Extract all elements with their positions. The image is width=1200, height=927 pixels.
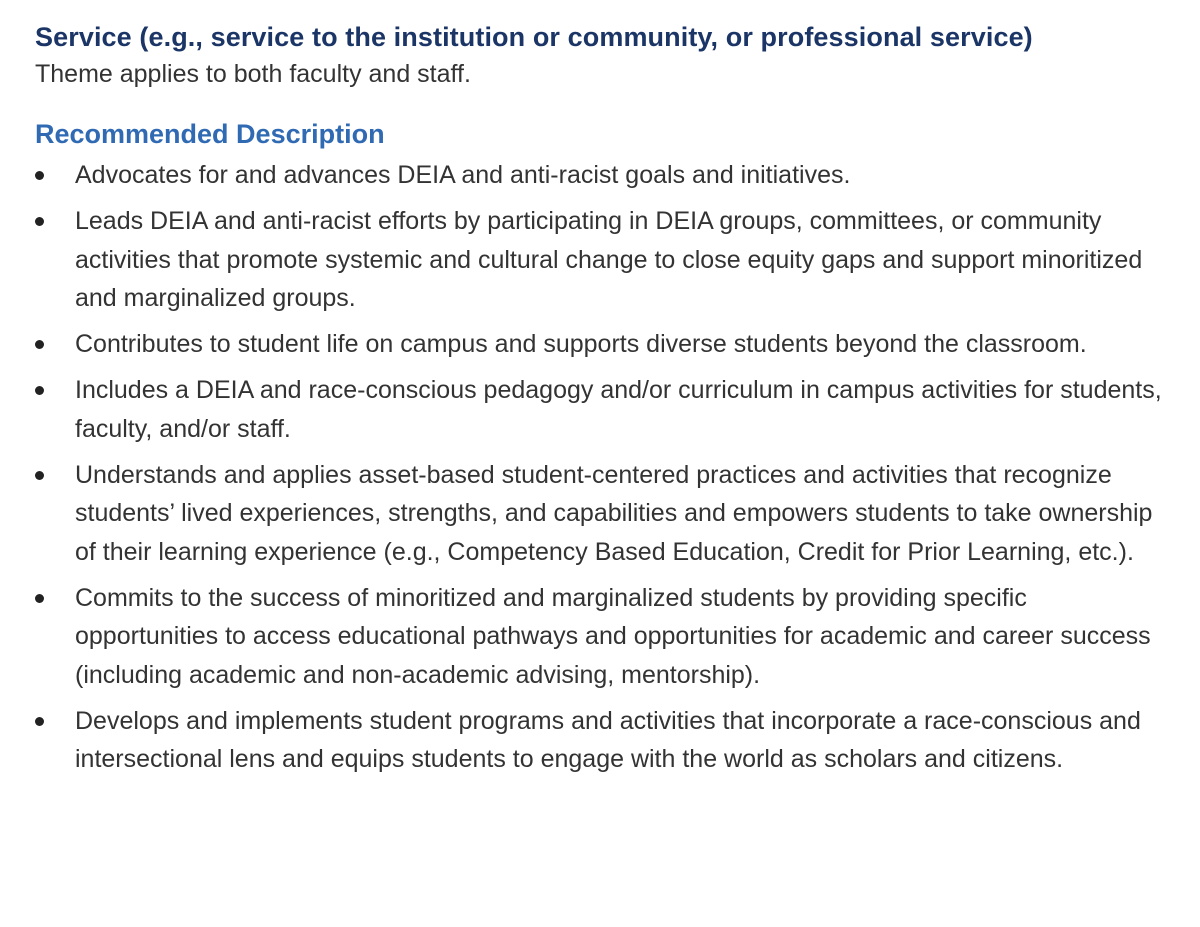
list-item bbox=[35, 702, 1165, 779]
bullet-icon bbox=[35, 386, 44, 395]
page-subtitle: Theme applies to both faculty and staff. bbox=[35, 60, 471, 88]
list-item-text: Contributes to student life on campus and supports diverse students beyond the classroom. bbox=[75, 330, 1087, 358]
list-item-text: Develops and implements student programs and activities that incorporate a race-conscious and intersectional lens and equips students to engage with the world as scholars and citizens. bbox=[75, 706, 1141, 773]
page-title: Service (e.g., service to the institution or community, or professional service) bbox=[35, 22, 1033, 52]
bullet-icon bbox=[35, 340, 44, 349]
list-item bbox=[35, 456, 1165, 572]
list-item-text: Includes a DEIA and race-conscious pedagogy and/or curriculum in campus activities for students, faculty, and/or staff. bbox=[75, 376, 1162, 443]
bullet-icon bbox=[35, 171, 44, 180]
list-item bbox=[35, 325, 1165, 364]
list-item-text: Advocates for and advances DEIA and anti-racist goals and initiatives. bbox=[75, 161, 851, 189]
list-item-text: Commits to the success of minoritized and marginalized students by providing specific opportunities to access educational pathways and opportunities for academic and career success (including academic and non-academic advising, mentorship). bbox=[75, 583, 1151, 689]
list-item bbox=[35, 202, 1165, 318]
bullet-icon bbox=[35, 594, 44, 603]
list-item-text: Understands and applies asset-based student-centered practices and activities that recognize students’ lived experiences, strengths, and capabilities and empowers students to take ownership of their learning experience (e.g., Competency Based Education, Credit for Prior Learning, etc.). bbox=[75, 460, 1153, 566]
list-item-text: Leads DEIA and anti-racist efforts by participating in DEIA groups, committees, or community activities that promote systemic and cultural change to close equity gaps and support minoritized and marginalized groups. bbox=[75, 207, 1143, 312]
list-item bbox=[35, 371, 1165, 448]
bullet-icon bbox=[35, 217, 44, 226]
list-item bbox=[35, 156, 1165, 195]
bullet-icon bbox=[35, 717, 44, 726]
description-list bbox=[35, 156, 1165, 779]
section-heading: Recommended Description bbox=[35, 119, 385, 149]
list-item bbox=[35, 579, 1165, 695]
bullet-icon bbox=[35, 471, 44, 480]
document bbox=[35, 18, 1165, 786]
